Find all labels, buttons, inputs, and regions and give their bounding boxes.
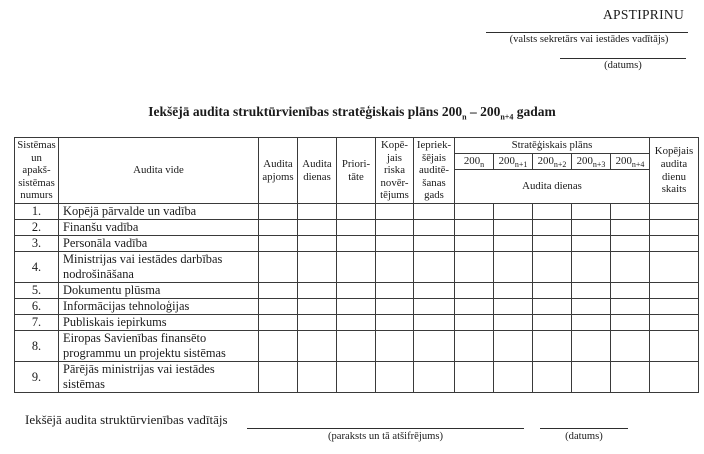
row-number-cell: 7. — [15, 315, 59, 331]
empty-cell — [455, 204, 494, 220]
header-audit-environment: Audita vide — [59, 138, 259, 204]
empty-cell — [611, 362, 650, 393]
empty-cell — [650, 204, 699, 220]
empty-cell — [337, 220, 376, 236]
strategic-plan-table — [14, 137, 699, 393]
empty-cell — [572, 331, 611, 362]
empty-cell — [611, 315, 650, 331]
audit-environment-cell: Personāla vadība — [59, 236, 259, 252]
year-subscript: n+1 — [514, 160, 528, 170]
empty-cell — [414, 220, 455, 236]
empty-cell — [298, 220, 337, 236]
table-row — [15, 236, 699, 252]
empty-cell — [494, 299, 533, 315]
empty-cell — [298, 204, 337, 220]
audit-environment-cell: Publiskais iepirkums — [59, 315, 259, 331]
table-row — [15, 283, 699, 299]
approval-date-caption: (datums) — [604, 60, 642, 71]
header-year-n3 — [572, 154, 611, 170]
footer-date-caption: (datums) — [565, 431, 603, 442]
empty-cell — [414, 362, 455, 393]
empty-cell — [259, 315, 298, 331]
empty-cell — [572, 362, 611, 393]
empty-cell — [650, 236, 699, 252]
empty-cell — [650, 315, 699, 331]
table-row — [15, 252, 699, 283]
empty-cell — [611, 252, 650, 283]
empty-cell — [494, 252, 533, 283]
header-previous-audit-year: Iepriek-šējais auditē-šanas gads — [414, 138, 455, 204]
empty-cell — [533, 299, 572, 315]
empty-cell — [572, 220, 611, 236]
page-title-text: Iekšējā audita struktūrvienības stratēģiskais plāns 200 — [148, 104, 463, 119]
empty-cell — [414, 299, 455, 315]
header-priority: Priori-tāte — [337, 138, 376, 204]
header-total-audit-days: Kopējais audita dienu skaits — [650, 138, 699, 204]
empty-cell — [572, 315, 611, 331]
header-year-n1 — [494, 154, 533, 170]
empty-cell — [611, 283, 650, 299]
empty-cell — [414, 236, 455, 252]
empty-cell — [298, 362, 337, 393]
row-number-cell: 3. — [15, 236, 59, 252]
empty-cell — [259, 283, 298, 299]
empty-cell — [455, 362, 494, 393]
empty-cell — [414, 331, 455, 362]
empty-cell — [533, 362, 572, 393]
audit-environment-cell: Finanšu vadība — [59, 220, 259, 236]
table-row — [15, 315, 699, 331]
empty-cell — [611, 299, 650, 315]
year-subscript: n+2 — [553, 160, 567, 170]
header-total-risk: Kopē-jais riska novēr-tējums — [376, 138, 414, 204]
empty-cell — [298, 283, 337, 299]
footer-signature-caption: (paraksts un tā atšifrējums) — [327, 431, 444, 442]
empty-cell — [298, 252, 337, 283]
approval-date-line — [560, 58, 686, 59]
empty-cell — [298, 299, 337, 315]
empty-cell — [259, 362, 298, 393]
approval-signature-caption: (valsts sekretārs vai iestādes vadītājs) — [509, 34, 669, 45]
year-subscript: n+3 — [592, 160, 606, 170]
audit-environment-cell: Kopējā pārvalde un vadība — [59, 204, 259, 220]
empty-cell — [298, 236, 337, 252]
empty-cell — [494, 236, 533, 252]
empty-cell — [533, 252, 572, 283]
approval-signature-line — [486, 32, 688, 33]
empty-cell — [259, 204, 298, 220]
empty-cell — [611, 236, 650, 252]
empty-cell — [650, 299, 699, 315]
empty-cell — [376, 220, 414, 236]
empty-cell — [414, 283, 455, 299]
empty-cell — [414, 204, 455, 220]
empty-cell — [611, 220, 650, 236]
approval-block — [486, 7, 692, 71]
header-year-n4 — [611, 154, 650, 170]
empty-cell — [533, 204, 572, 220]
empty-cell — [259, 331, 298, 362]
row-number-cell: 1. — [15, 204, 59, 220]
page-title-dash: – 200 — [466, 104, 501, 119]
empty-cell — [650, 362, 699, 393]
empty-cell — [455, 331, 494, 362]
empty-cell — [337, 252, 376, 283]
empty-cell — [337, 299, 376, 315]
empty-cell — [376, 299, 414, 315]
empty-cell — [455, 252, 494, 283]
empty-cell — [337, 362, 376, 393]
row-number-cell: 9. — [15, 362, 59, 393]
row-number-cell: 6. — [15, 299, 59, 315]
empty-cell — [455, 236, 494, 252]
empty-cell — [376, 236, 414, 252]
empty-cell — [414, 315, 455, 331]
header-plan-audit-days: Audita dienas — [455, 170, 650, 204]
empty-cell — [572, 204, 611, 220]
page-title-suffix: gadam — [513, 104, 556, 119]
empty-cell — [337, 204, 376, 220]
table-row — [15, 299, 699, 315]
year-base: 200 — [537, 155, 554, 168]
empty-cell — [455, 283, 494, 299]
empty-cell — [376, 315, 414, 331]
empty-cell — [259, 252, 298, 283]
empty-cell — [494, 283, 533, 299]
table-row — [15, 362, 699, 393]
year-base: 200 — [615, 155, 632, 168]
empty-cell — [337, 331, 376, 362]
empty-cell — [650, 220, 699, 236]
header-year-n2 — [533, 154, 572, 170]
empty-cell — [494, 204, 533, 220]
empty-cell — [259, 236, 298, 252]
header-audit-days: Audita dienas — [298, 138, 337, 204]
empty-cell — [455, 315, 494, 331]
empty-cell — [455, 220, 494, 236]
header-system-number: Sistēmas un apakš-sistēmas numurs — [15, 138, 59, 204]
empty-cell — [376, 204, 414, 220]
empty-cell — [337, 315, 376, 331]
empty-cell — [298, 331, 337, 362]
row-number-cell: 8. — [15, 331, 59, 362]
footer-signature-line — [247, 428, 524, 429]
empty-cell — [376, 362, 414, 393]
year-base: 200 — [463, 155, 481, 168]
row-number-cell: 4. — [15, 252, 59, 283]
empty-cell — [494, 315, 533, 331]
empty-cell — [494, 220, 533, 236]
empty-cell — [650, 252, 699, 283]
table-row — [15, 220, 699, 236]
audit-environment-cell: Informācijas tehnoloģijas — [59, 299, 259, 315]
audit-environment-cell: Ministrijas vai iestādes darbības nodrošināšana — [59, 252, 259, 283]
approval-title: APSTIPRINU — [602, 7, 684, 22]
audit-environment-cell: Dokumentu plūsma — [59, 283, 259, 299]
empty-cell — [337, 236, 376, 252]
row-number-cell: 2. — [15, 220, 59, 236]
year-subscript: n — [480, 160, 485, 170]
empty-cell — [298, 315, 337, 331]
row-number-cell: 5. — [15, 283, 59, 299]
empty-cell — [455, 299, 494, 315]
empty-cell — [572, 236, 611, 252]
header-strategic-plan: Stratēģiskais plāns — [455, 138, 650, 154]
year-base: 200 — [498, 155, 515, 168]
footer-label: Iekšējā audita struktūrvienības vadītājs — [25, 412, 228, 427]
header-year-n — [455, 154, 494, 170]
empty-cell — [259, 220, 298, 236]
table-row — [15, 331, 699, 362]
page-title — [0, 104, 704, 120]
audit-environment-cell: Pārējās ministrijas vai iestādes sistēmas — [59, 362, 259, 393]
empty-cell — [572, 252, 611, 283]
year-base: 200 — [576, 155, 593, 168]
empty-cell — [337, 283, 376, 299]
empty-cell — [259, 299, 298, 315]
page-title-subscript-n4: n+4 — [500, 112, 514, 122]
empty-cell — [650, 283, 699, 299]
header-audit-scope: Audita apjoms — [259, 138, 298, 204]
page-title-subscript-n: n — [462, 112, 467, 122]
empty-cell — [376, 283, 414, 299]
empty-cell — [533, 315, 572, 331]
empty-cell — [376, 331, 414, 362]
footer-date-line — [540, 428, 628, 429]
empty-cell — [376, 252, 414, 283]
empty-cell — [414, 252, 455, 283]
year-subscript: n+4 — [631, 160, 645, 170]
empty-cell — [611, 331, 650, 362]
empty-cell — [533, 283, 572, 299]
table-row — [15, 204, 699, 220]
empty-cell — [533, 236, 572, 252]
empty-cell — [494, 331, 533, 362]
empty-cell — [572, 283, 611, 299]
header-row-top — [15, 138, 699, 154]
empty-cell — [650, 331, 699, 362]
empty-cell — [494, 362, 533, 393]
empty-cell — [533, 331, 572, 362]
audit-environment-cell: Eiropas Savienības finansēto programmu un projektu sistēmas — [59, 331, 259, 362]
empty-cell — [572, 299, 611, 315]
empty-cell — [611, 204, 650, 220]
empty-cell — [533, 220, 572, 236]
